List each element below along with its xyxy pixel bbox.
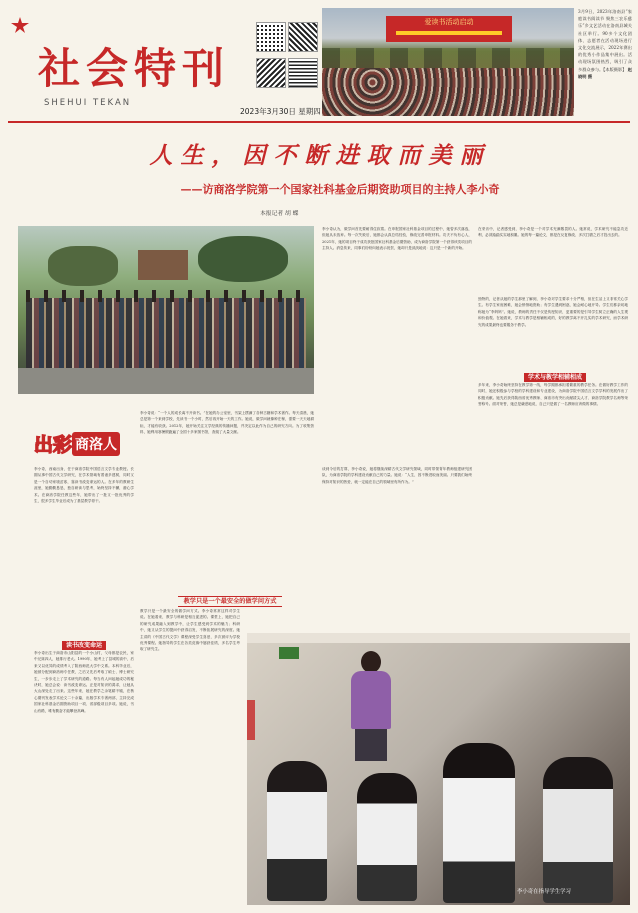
qr-code-1 (256, 22, 284, 50)
student-figure-2 (357, 773, 417, 901)
col4-text-c: 多年来，李小奇始终坚持在教学第一线，每学期都承担着繁重的教学任务。在做好教学工作的同时，她还积极参与学校的学科建设和专业建设，为商洛学院中国语言文学学科的发展作出了积极贡献。她先后获得陕西省优秀教师、商洛市有突出贡献拔尖人才、商洛学院教学名师等荣誉称号。面对荣誉，她总是谦虚地说，自己只是做了一名教师应该做的事情。 (478, 383, 628, 407)
side-photo-tag (247, 700, 255, 740)
byline: 本报记者 胡 蝶 (260, 211, 299, 217)
masthead-emblem-icon (10, 16, 30, 34)
qr-code-2 (288, 22, 316, 50)
col3-text-b: 谈到今后的打算，李小奇说，她将继续深耕古代文学研究领域，同时带领青年教师组建研究团队，为商洛学院的学科建设贡献自己的力量。她说：“人生，因不断进取而美丽。只要我们始终保持对知识的热爱，就一定能在自己的领域里有所作为。” (322, 467, 472, 484)
col2-text-b: 教学只是一个最安全的做学问方式。李小奇常常这样对学生说。在她看来，教学与科研是相互促进的。课堂上，她把自己的研究成果融入到教学中，让学生感受到学术的魅力；科研中，她又从学生的提问中获得启发，不断拓展研究的深度。她主讲的《中国古代文学》课程深受学生喜爱，多次被评为学校优秀课程。她指导的学生在各类竞赛中屡获佳绩，多名学生考取了研究生。 (140, 609, 240, 652)
top-event-photo (322, 8, 574, 116)
masthead (8, 6, 321, 118)
qr-code-4 (288, 58, 316, 86)
subhead-right: 学术与教学相辅相成 (500, 364, 610, 376)
student-figure-3 (443, 743, 515, 903)
masthead-title: 社会特刊 (38, 44, 231, 93)
col1-text-b: 李小奇出生于商洛市山阳县的一个小山村，父母都是农民，家中兄妹四人，她排行老大。1990年，她考上了县城的高中，后来又以优异的成绩考入了陕西师范大学中文系。本科毕业后，她被分配到商洛师专任教，之后又先后考取了硕士、博士研究生，一步步走上了学术研究的道路。每当有人问起她成功的秘诀时，她总会说：读书改变命运。正是对知识的渴求，让她从大山深处走了出来。这些年来，她在教学之余笔耕不辍，在核心期刊发表学术论文二十余篇，出版学术专著两部，主持完成国家社科基金后期资助项目一项、省部级项目多项。她说，书山有路，唯有勤奋才能攀登高峰。 (34, 651, 134, 713)
section-logo-solid: 商洛人 (72, 432, 120, 456)
section-logo (34, 430, 124, 456)
masthead-divider (8, 121, 630, 123)
stage-banner (386, 16, 512, 42)
top-photo-caption: 3月9日，2023年洛南县“家庭读书阅读节 聚焦三农乐慈乐”乡文艺活动在洛南县城关社区举行。90多个文化团体、志愿者在活动现场进行文化交流展示，2022年赛出的优秀小作品集中展出。活动现场氛围热烈，吸引了众多群众参与。【本版摄影】 赵晓明 摄 (578, 9, 632, 79)
col2-text-a: 李小奇说：“一个人的成长离不开读书。”在她的办公室里，书架上摆满了各种古籍和学术著作。每天清晨，她总是第一个来到学校，先读书一个小时，然后再开始一天的工作。她说，做学问就像种庄稼，需要一天天地耕耘，才能有收获。2012年，她开始关注文学经典的传播问题，并决定以此作为自己的研究方向。为了收集资料，她利用寒暑假跑遍了全国十多家图书馆，查阅了大量文献。 (140, 411, 314, 435)
headline-main: 人生，因不断进取而美丽 (149, 142, 491, 169)
subhead-left: 读书改变命运 (34, 632, 134, 644)
col3-text-a: 李小奇认为，做学问首先要耐得住寂寞。在申报国家社科基金项目的过程中，她曾多次落选，但她从未放弃。每一次失败后，她都会认真总结经验，修改完善申报材料。功夫不负有心人，2021年，她的项目终于成功获批国家社科基金后期资助，成为商洛学院第一个获得该类项目的主持人。消息传来，同事们纷纷向她表示祝贺，她却只是淡淡地说：这只是一个新的开始。 (322, 227, 472, 251)
masthead-pinyin: SHEHUI TEKAN (44, 98, 132, 108)
col4-text-a: 在采访中，记者感受到，李小奇是一个对学术充满敬畏的人。她常说，学术研究不能急功近利，必须踏踏实实地积累。她的每一篇论文，都是在反复修改、多次打磨之后才投出去的。 (478, 227, 628, 238)
subhead-middle: 教学只是一个最安全的做学问方式 (150, 588, 310, 602)
stage-banner-text: 爱读书活动启动 (424, 18, 474, 26)
photo-caption: 李小奇在指导学生学习 (517, 889, 571, 895)
teacher-figure (343, 651, 399, 761)
student-figure-4 (543, 757, 613, 903)
student-figure-1 (267, 761, 327, 901)
issue-date: 2023年3月30日 星期四 (240, 107, 321, 116)
qr-code-3 (256, 58, 284, 86)
group-photo (18, 226, 314, 394)
col4-text-b: 独特的，记者从她的学生那里了解到，李小奇对学生要求十分严格，但在生活上又非常关心学生。有学生家庭困难，她会悄悄地资助；有学生遇到困惑，她会耐心地开导。学生们都亲切地称她为“李妈妈”。她说，教师的责任不仅是传授知识，更重要的是引导学生树立正确的人生观和价值观。在她看来，学术与教学是相辅相成的，好的教学离不开扎实的学术研究，而学术研究的成果最终也要服务于教学。 (478, 297, 628, 327)
headline-sub: ——访商洛学院第一个国家社科基金后期资助项目的主持人李小奇 (180, 183, 500, 196)
section-logo-outline: 出彩 (34, 434, 73, 456)
col1-text-a: 李小奇，西南出身，任于商洛学院中国语言文学专业教授。长期从事中国古代文学研究，在学术领域有着诸多建树，同时又是一个自幼家境贫寒，靠读书改变命运的人。在多年的教研生涯里，她勤勤恳恳，独自研读与思考，始终坚持不懈，潜心学术。在商洛学院任教这些年，她带出了一批又一批优秀的学生，很多学生毕业后成为了基层教学骨干。 (34, 467, 134, 504)
classroom-photo (247, 633, 630, 905)
